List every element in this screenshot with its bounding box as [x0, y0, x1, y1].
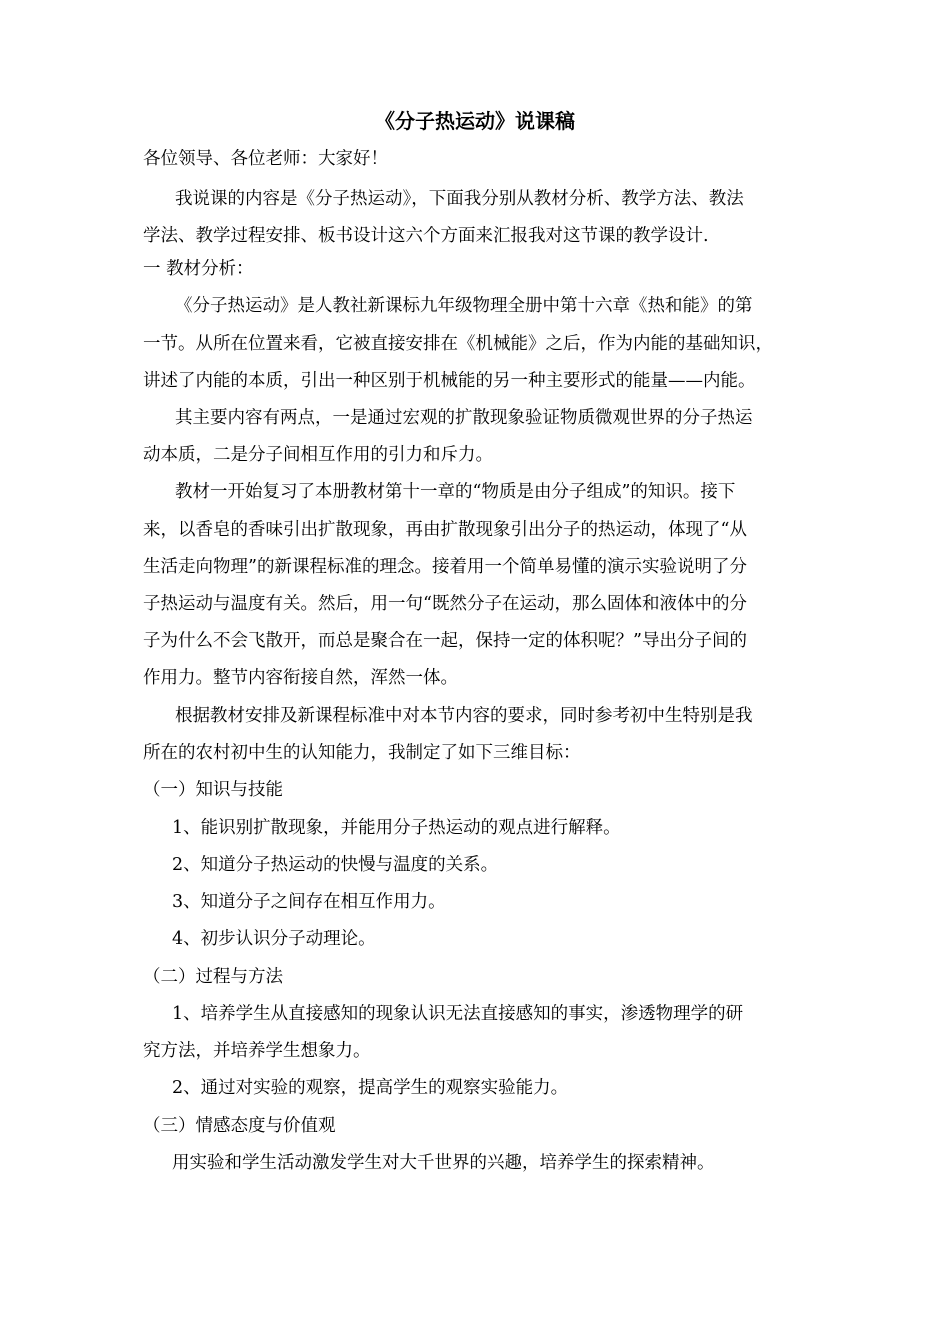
list-item: 1、培养学生从直接感知的现象认识无法直接感知的事实，渗透物理学的研: [172, 1004, 744, 1024]
paragraph-line: 其主要内容有两点，一是通过宏观的扩散现象验证物质微观世界的分子热运: [175, 408, 753, 428]
list-item: 2、通过对实验的观察，提高学生的观察实验能力。: [172, 1078, 569, 1098]
greeting: 各位领导、各位老师：大家好！: [143, 149, 388, 169]
goal-heading-process-methods: （二）过程与方法: [143, 967, 283, 987]
document-title: 《分子热运动》说课稿: [375, 109, 575, 133]
paragraph-line: 《分子热运动》是人教社新课标九年级物理全册中第十六章《热和能》的第: [175, 296, 753, 316]
paragraph-line: 用实验和学生活动激发学生对大千世界的兴趣，培养学生的探索精神。: [172, 1153, 715, 1173]
paragraph-line: 子热运动与温度有关。然后，用一句“既然分子在运动，那么固体和液体中的分: [143, 594, 747, 614]
goal-heading-knowledge-skills: （一）知识与技能: [143, 780, 283, 800]
paragraph-line: 来，以香皂的香味引出扩散现象，再由扩散现象引出分子的热运动，体现了“从: [143, 520, 747, 540]
list-item-continuation: 究方法，并培养学生想象力。: [143, 1041, 371, 1061]
list-item: 2、知道分子热运动的快慢与温度的关系。: [172, 855, 499, 875]
list-item: 3、知道分子之间存在相互作用力。: [172, 892, 446, 912]
paragraph-line: 根据教材安排及新课程标准中对本节内容的要求，同时参考初中生特别是我: [175, 706, 753, 726]
section-heading-textbook-analysis: 一 教材分析：: [143, 259, 254, 279]
intro-line: 学法、教学过程安排、板书设计这六个方面来汇报我对这节课的教学设计.: [143, 226, 709, 246]
paragraph-line: 所在的农村初中生的认知能力，我制定了如下三维目标：: [143, 743, 581, 763]
paragraph-line: 动本质，二是分子间相互作用的引力和斥力。: [143, 445, 493, 465]
paragraph-line: 讲述了内能的本质，引出一种区别于机械能的另一种主要形式的能量——内能。: [143, 371, 756, 391]
paragraph-line: 教材一开始复习了本册教材第十一章的“物质是由分子组成”的知识。接下: [175, 482, 736, 502]
paragraph-line: 一节。从所在位置来看，它被直接安排在《机械能》之后，作为内能的基础知识，: [143, 334, 773, 354]
list-item: 4、初步认识分子动理论。: [172, 929, 376, 949]
goal-heading-emotions-values: （三）情感态度与价值观: [143, 1116, 336, 1136]
intro-line: 我说课的内容是《分子热运动》，下面我分别从教材分析、教学方法、教法: [175, 189, 744, 209]
list-item: 1、能识别扩散现象，并能用分子热运动的观点进行解释。: [172, 818, 621, 838]
paragraph-line: 子为什么不会飞散开，而总是聚合在一起，保持一定的体积呢？”导出分子间的: [143, 631, 747, 651]
paragraph-line: 作用力。整节内容衔接自然，浑然一体。: [143, 668, 458, 688]
paragraph-line: 生活走向物理”的新课程标准的理念。接着用一个简单易懂的演示实验说明了分: [143, 557, 747, 577]
